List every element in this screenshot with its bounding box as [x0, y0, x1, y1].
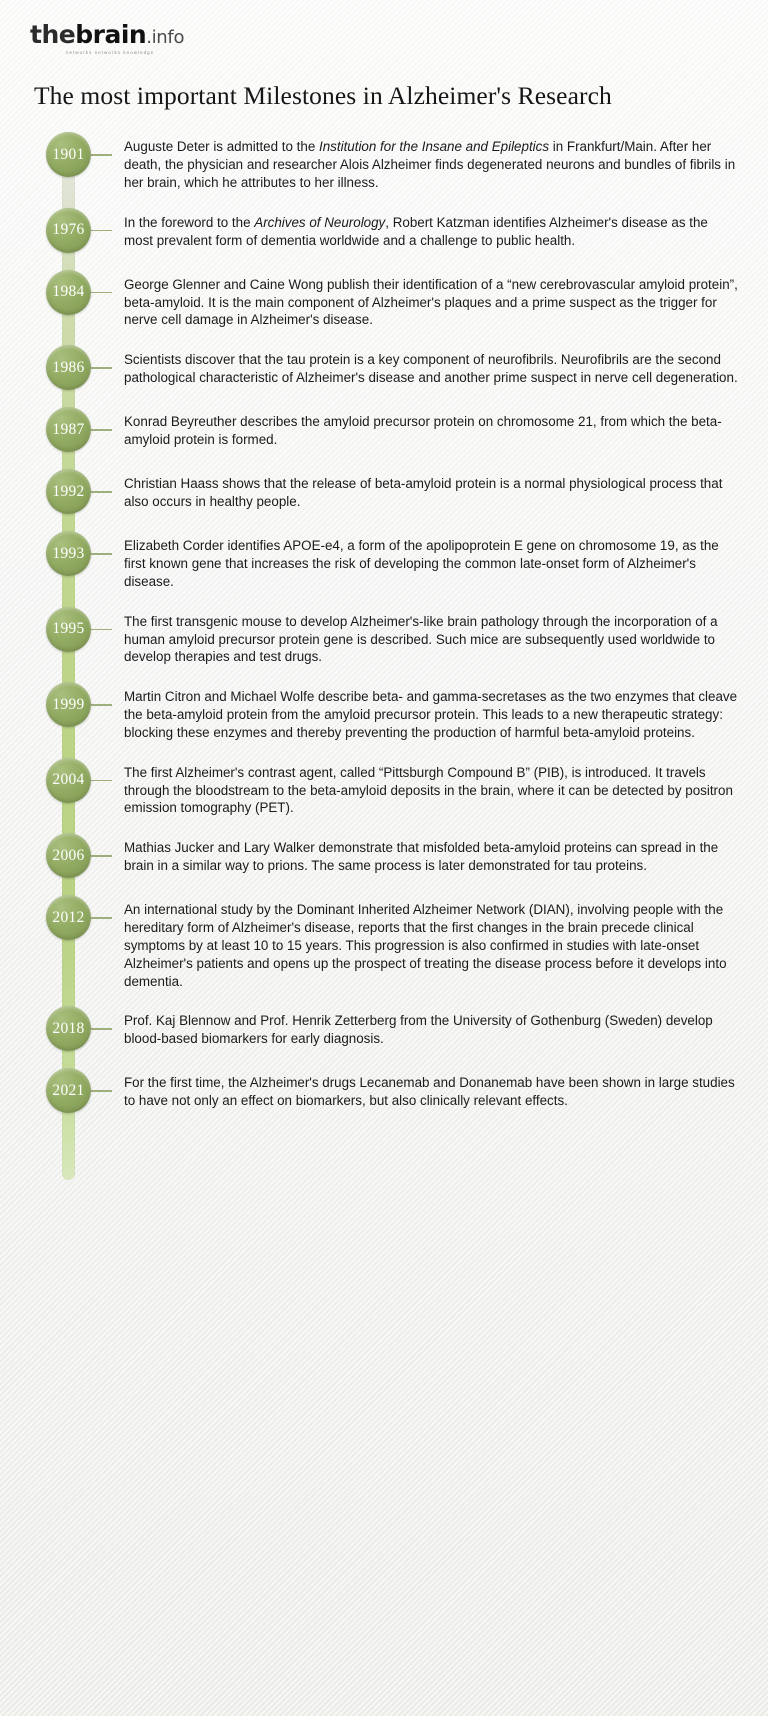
- plain-text: Christian Haass shows that the release of beta-amyloid protein is a normal physiological process that also occurs in healthy people.: [124, 476, 723, 510]
- timeline-entry-text: [124, 1006, 768, 1048]
- timeline-entry: [0, 682, 768, 741]
- plain-text: The first transgenic mouse to develop Alzheimer's-like brain pathology through the incorporation of a human amyloid precursor protein gene is described. Such mice are subsequently used worldwide to develop therapies and test drugs.: [124, 613, 718, 665]
- timeline-entry-text: [124, 1068, 768, 1110]
- plain-text: An international study by the Dominant Inherited Alzheimer Network (DIAN), involving people with the hereditary form of Alzheimer's disease, reports that the first changes in the brain precede clinical symptoms by at least 10 to 15 years. This progression is also confirmed in studies with late-onset Alzheimer's patients and opens up the prospect of treating the disease process before it develops into dementia.: [124, 902, 727, 989]
- timeline-entry-text: [124, 833, 768, 875]
- timeline-connector-line: [90, 855, 112, 857]
- timeline-connector-line: [90, 1028, 112, 1030]
- timeline-entry: [0, 1068, 768, 1114]
- plain-text: in Frankfurt/Main. After her death, the physician and researcher Alois Alzheimer finds degenerated neurons and bundles of fibrils in her brain, which he attributes to her illness.: [124, 139, 736, 190]
- timeline: [0, 132, 768, 1180]
- timeline-year-bullet: 1987: [46, 407, 91, 452]
- timeline-entry: [0, 758, 768, 817]
- timeline-entry: [0, 208, 768, 254]
- timeline-year-bullet: 1999: [46, 682, 91, 727]
- timeline-entry: [0, 345, 768, 391]
- logo-brain: brain: [75, 20, 147, 49]
- timeline-year-bullet: 1984: [46, 270, 91, 315]
- timeline-entry: [0, 1006, 768, 1052]
- timeline-connector-line: [90, 367, 112, 369]
- timeline-year-bullet: 1992: [46, 469, 91, 514]
- plain-text: Konrad Beyreuther describes the amyloid precursor protein on chromosome 21, from which the beta-amyloid protein is formed.: [124, 414, 722, 448]
- timeline-entry-text: [124, 345, 768, 387]
- plain-text: For the first time, the Alzheimer's drugs Lecanemab and Donanemab have been shown in large studies to have not only an effect on biomarkers, but also clinically relevant effects.: [124, 1075, 735, 1109]
- page-title: The most important Milestones in Alzheimer's Research: [34, 81, 612, 110]
- timeline-entry-text: [124, 407, 768, 449]
- timeline-year-bullet: 1976: [46, 208, 91, 253]
- timeline-year-bullet: 2004: [46, 758, 91, 803]
- timeline-connector-line: [90, 292, 112, 294]
- timeline-entry-text: [124, 895, 768, 990]
- timeline-year-bullet: 2006: [46, 833, 91, 878]
- plain-text: In the foreword to the: [124, 214, 255, 230]
- timeline-entry: [0, 132, 768, 191]
- timeline-connector-line: [90, 154, 112, 156]
- timeline-entry-text: [124, 758, 768, 817]
- timeline-connector-line: [90, 917, 112, 919]
- timeline-entry-text: [124, 607, 768, 666]
- timeline-connector-line: [90, 491, 112, 493]
- timeline-connector-line: [90, 629, 112, 631]
- plain-text: Scientists discover that the tau protein is a key component of neurofibrils. Neurofibrils are the second pathological characteristic of Alzheimer's disease and another prime suspect in nerve cell degeneration.: [124, 352, 738, 386]
- timeline-year-bullet: 1993: [46, 531, 91, 576]
- timeline-entry: [0, 407, 768, 453]
- plain-text: Auguste Deter is admitted to the: [124, 139, 320, 155]
- timeline-year-bullet: 2018: [46, 1006, 91, 1051]
- logo-info: .info: [146, 27, 185, 48]
- timeline-entry: [0, 270, 768, 329]
- plain-text: , Robert Katzman identifies Alzheimer's disease as the most prevalent form of dementia worldwide and a challenge to public health.: [124, 214, 708, 248]
- timeline-entry: [0, 895, 768, 990]
- timeline-entry-text: [124, 682, 768, 741]
- timeline-entry-text: [124, 132, 768, 191]
- logo-the: the: [30, 20, 76, 49]
- timeline-connector-line: [90, 230, 112, 232]
- timeline-connector-line: [90, 704, 112, 706]
- site-logo[interactable]: [0, 0, 768, 55]
- timeline-entry-text: [124, 270, 768, 329]
- timeline-year-bullet: 1986: [46, 345, 91, 390]
- plain-text: Martin Citron and Michael Wolfe describe beta- and gamma-secretases as the two enzymes that cleave the beta-amyloid protein from the amyloid precursor protein. This leads to a new therapeutic strategy: blocking these enzymes and thereby preventing the production of harmful beta-amyloid proteins.: [124, 689, 738, 740]
- timeline-entry-text: [124, 531, 768, 590]
- timeline-entry-list: [0, 132, 768, 1114]
- timeline-entry: [0, 607, 768, 666]
- logo-subtitle: networks networks knowledge: [66, 50, 155, 55]
- plain-text: Prof. Kaj Blennow and Prof. Henrik Zetterberg from the University of Gothenburg (Sweden) develop blood-based biomarkers for early diagnosis.: [124, 1013, 713, 1047]
- logo-text: [30, 22, 184, 47]
- timeline-connector-line: [90, 553, 112, 555]
- emphasis-text: Institution for the Insane and Epileptics: [319, 139, 550, 155]
- plain-text: Elizabeth Corder identifies APOE-e4, a form of the apolipoprotein E gene on chromosome 19, as the first known gene that increases the risk of developing the common late-onset form of Alzheimer's disease.: [124, 538, 719, 589]
- timeline-year-bullet: 1901: [46, 132, 91, 177]
- timeline-connector-line: [90, 1090, 112, 1092]
- timeline-entry: [0, 531, 768, 590]
- plain-text: The first Alzheimer's contrast agent, called “Pittsburgh Compound B” (PIB), is introduced. It travels through the bloodstream to the beta-amyloid deposits in the brain, where it can be detected by positron emission tomography (PET).: [124, 764, 733, 816]
- timeline-entry: [0, 469, 768, 515]
- emphasis-text: Archives of Neurology: [254, 214, 386, 230]
- plain-text: George Glenner and Caine Wong publish their identification of a “new cerebrovascular amyloid protein”, beta-amyloid. It is the main component of Alzheimer's plaques and a prime suspect as the trigger for nerve cell damage in Alzheimer's disease.: [124, 276, 738, 328]
- timeline-entry-text: [124, 208, 768, 250]
- timeline-year-bullet: 2012: [46, 895, 91, 940]
- timeline-year-bullet: 1995: [46, 607, 91, 652]
- plain-text: Mathias Jucker and Lary Walker demonstrate that misfolded beta-amyloid proteins can spread in the brain in a similar way to prions. The same process is later demonstrated for tau proteins.: [124, 840, 719, 874]
- timeline-entry-text: [124, 469, 768, 511]
- timeline-entry: [0, 833, 768, 879]
- timeline-connector-line: [90, 780, 112, 782]
- timeline-connector-line: [90, 429, 112, 431]
- timeline-year-bullet: 2021: [46, 1068, 91, 1113]
